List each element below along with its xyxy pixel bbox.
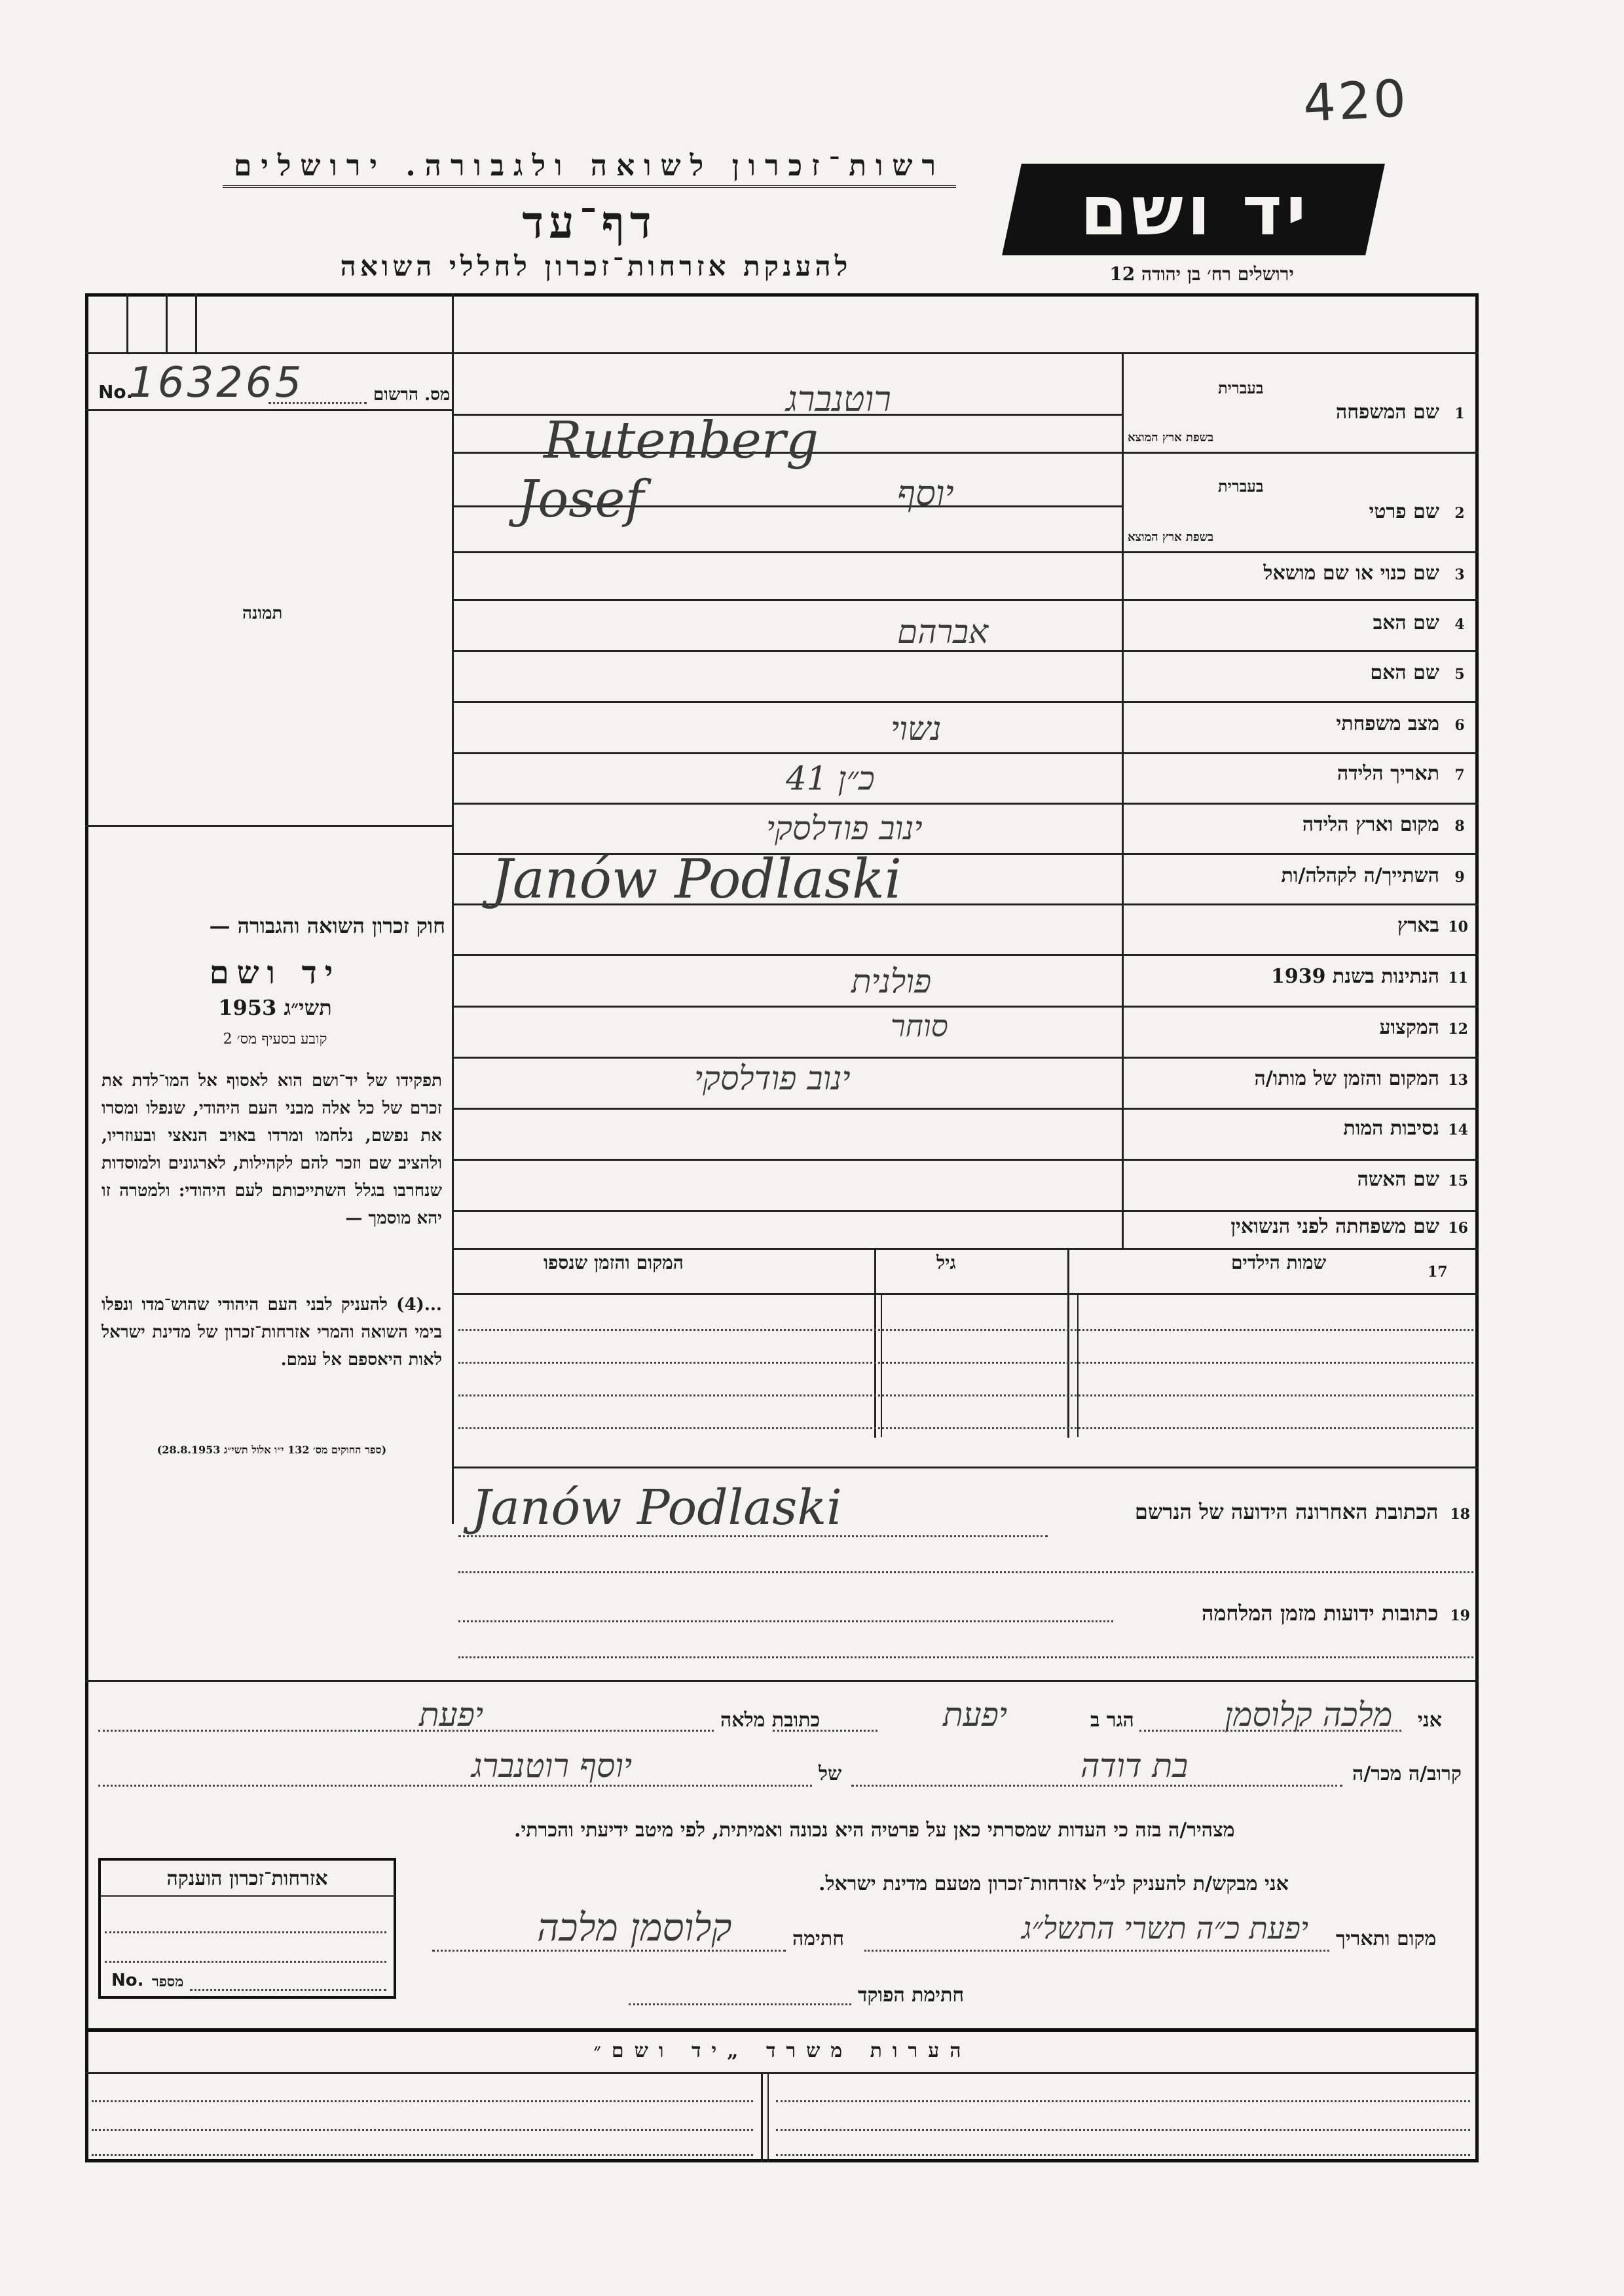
law-clause-4: ...(4) להעניק לבני העם היהודי שהוש־מדו ונפלו בימי השואה והמרי אזרחות־זכרון של מדינת ישראל לאות היאספם אל עמם.: [101, 1295, 442, 1370]
field-7-label: 7תאריך הלידה: [1337, 762, 1465, 785]
field-13-label: 13המקום והזמן של מותו/ה: [1254, 1067, 1468, 1090]
notes-title: הערות משרד „יד ושם״: [593, 2039, 972, 2062]
field-15-label: 15שם האשה: [1357, 1168, 1468, 1191]
certificate-no-hebrew: מספר: [152, 1973, 184, 1990]
form-title: דף־עד: [522, 196, 657, 249]
full-address-value: יפעת: [419, 1696, 484, 1734]
field-3-label: 3שם כנוי או שם מושאל: [1263, 562, 1465, 585]
registration-no-prefix: No.: [98, 381, 134, 403]
field-19-label: 19כתובות ידועות מזמן המלחמה: [1202, 1601, 1470, 1626]
field-2-label: 2שם פרטי: [1369, 500, 1465, 523]
law-year: תשי״ג 1953: [218, 995, 332, 1020]
field-14-label: 14נסיבות המות: [1343, 1117, 1468, 1140]
field-2-sub-origin: בשפת ארץ המוצא: [1128, 530, 1214, 544]
father-name-value: אברהם: [897, 613, 989, 651]
field-12-label: 12המקצוע: [1379, 1016, 1468, 1039]
last-address-value: Janów Podlaski: [471, 1480, 842, 1536]
page-number: 420: [1301, 69, 1411, 134]
family-name-hebrew-value: רוטנברג: [786, 378, 891, 420]
children-col-names: שמות הילדים: [1231, 1252, 1327, 1273]
field-2-sub-hebrew: בעברית: [1218, 477, 1264, 496]
decl-i-label: אני: [1418, 1709, 1442, 1732]
certificate-title: אזרחות־זכרון הוענקה: [166, 1867, 328, 1890]
registration-number: 163265: [128, 359, 304, 407]
nationality-value: פולנית: [851, 962, 932, 1000]
deceased-name-value: יוסף רוטנברג: [471, 1747, 633, 1785]
photo-label: תמונה: [242, 604, 283, 623]
marital-status-value: נשוי: [891, 710, 942, 748]
signature-value: קלוסמן מלכה: [537, 1905, 732, 1950]
authority-title: רשות־זכרון לשואה ולגבורה. ירושלים: [223, 149, 956, 188]
registration-label: מס. הרשום: [373, 385, 451, 405]
decl-relative-label: קרוב/ה מכר/ה: [1352, 1762, 1462, 1785]
field-1-sub-origin: בשפת ארץ המוצא: [1128, 431, 1214, 445]
place-date-value: יפעת כ״ה תשרי התשל״ג: [1022, 1910, 1309, 1946]
decl-place-date-label: מקום ותאריך: [1336, 1927, 1437, 1950]
law-footnote: (ספר החוקים מס׳ 132 י״ו אלול תשי״ג 28.8.1953): [157, 1444, 387, 1456]
label-column-divider: [1122, 352, 1124, 1249]
declarant-name-value: מלכה קלוסמן: [1225, 1696, 1393, 1734]
law-body: תפקידו של יד־ושם הוא לאסוף אל המו־לדת את זכרם של כל אלה מבני העם היהודי, שנפלו ומסרו את נפשם, נלחמו ומרדו באויב הנאצי ובעוזריו, ולהציב שם וזכר להם לקהילות, לארגונים ולמוסדות שנחרבו בגלל השתייכותם לעם היהודי: ולמטרה זו יהא מוסמך —: [101, 1071, 442, 1228]
relation-value: בת דודה: [1080, 1747, 1189, 1785]
field-8-label: 8מקום וארץ הלידה: [1302, 813, 1465, 836]
children-row-number: 17: [1428, 1264, 1448, 1281]
birth-date-value: כ״ן 41: [786, 759, 875, 797]
profession-value: סוחר: [891, 1008, 948, 1044]
law-org: יד ושם: [209, 955, 341, 991]
certificate-no-label: No.: [111, 1971, 144, 1990]
field-1-label: 1שם המשפחה: [1335, 401, 1465, 424]
notes-separator: [85, 2028, 1479, 2032]
children-col-place: המקום והזמן שנספו: [544, 1252, 684, 1273]
field-9-label: 9השתייך/ה לקהלה/ות: [1281, 864, 1465, 887]
decl-statement: מצהיר/ה בזה כי העדות שמסרתי כאן על פרטיה היא נכונה ואמיתית, לפי מיטב ידיעתי והכרתי.: [514, 1819, 1235, 1842]
field-5-label: 5שם האם: [1370, 661, 1465, 684]
header-address: ירושלים רח׳ בן יהודה 12: [1109, 263, 1294, 285]
field-18-label: 18הכתובת האחרונה הידועה של הנרשם: [1134, 1499, 1470, 1524]
field-11-label: 11הנתינות בשנת 1939: [1270, 965, 1468, 988]
community-value: Janów Podlaski: [491, 848, 902, 911]
decl-resident-label: הגר ב: [1090, 1709, 1134, 1732]
first-name-hebrew-value: יוסף: [897, 473, 954, 514]
yad-vashem-logo: יד ושם: [1080, 171, 1310, 251]
law-title: חוק זכרון השואה והגבורה —: [209, 913, 445, 938]
top-strip-divider: [85, 352, 1479, 354]
law-ref: קובע בסעיף מס׳ 2: [223, 1031, 327, 1048]
death-place-value: ינוב פודלסקי: [694, 1059, 851, 1097]
notes-column-divider: [761, 2072, 763, 2162]
decl-request: אני מבקש/ת להעניק לנ״ל אזרחות־זכרון מטעם מדינת ישראל.: [819, 1872, 1289, 1895]
decl-address-label: כתובת מלאה: [720, 1709, 821, 1732]
field-16-label: 16שם משפחתה לפני הנשואין: [1230, 1215, 1468, 1238]
family-name-latin-value: Rutenberg: [544, 411, 819, 470]
children-col-age: גיל: [936, 1252, 956, 1273]
field-4-label: 4שם האב: [1373, 611, 1465, 634]
field-10-label: 10בארץ: [1397, 914, 1468, 937]
first-name-latin-value: Josef: [517, 470, 644, 529]
resident-city-value: יפעת: [943, 1696, 1008, 1734]
field-1-sub-hebrew: בעברית: [1218, 378, 1264, 397]
decl-signature-label: חתימה: [792, 1927, 844, 1950]
decl-of-label: של: [819, 1762, 842, 1785]
decl-officer-signature-label: חתימת הפוקד: [858, 1984, 965, 2007]
field-6-label: 6מצב משפחתי: [1336, 712, 1465, 735]
form-subtitle: להענקת אזרחות־זכרון לחללי השואה: [340, 250, 852, 282]
birth-place-value: ינוב פודלסקי: [766, 809, 923, 847]
left-panel-divider: [452, 352, 454, 1524]
